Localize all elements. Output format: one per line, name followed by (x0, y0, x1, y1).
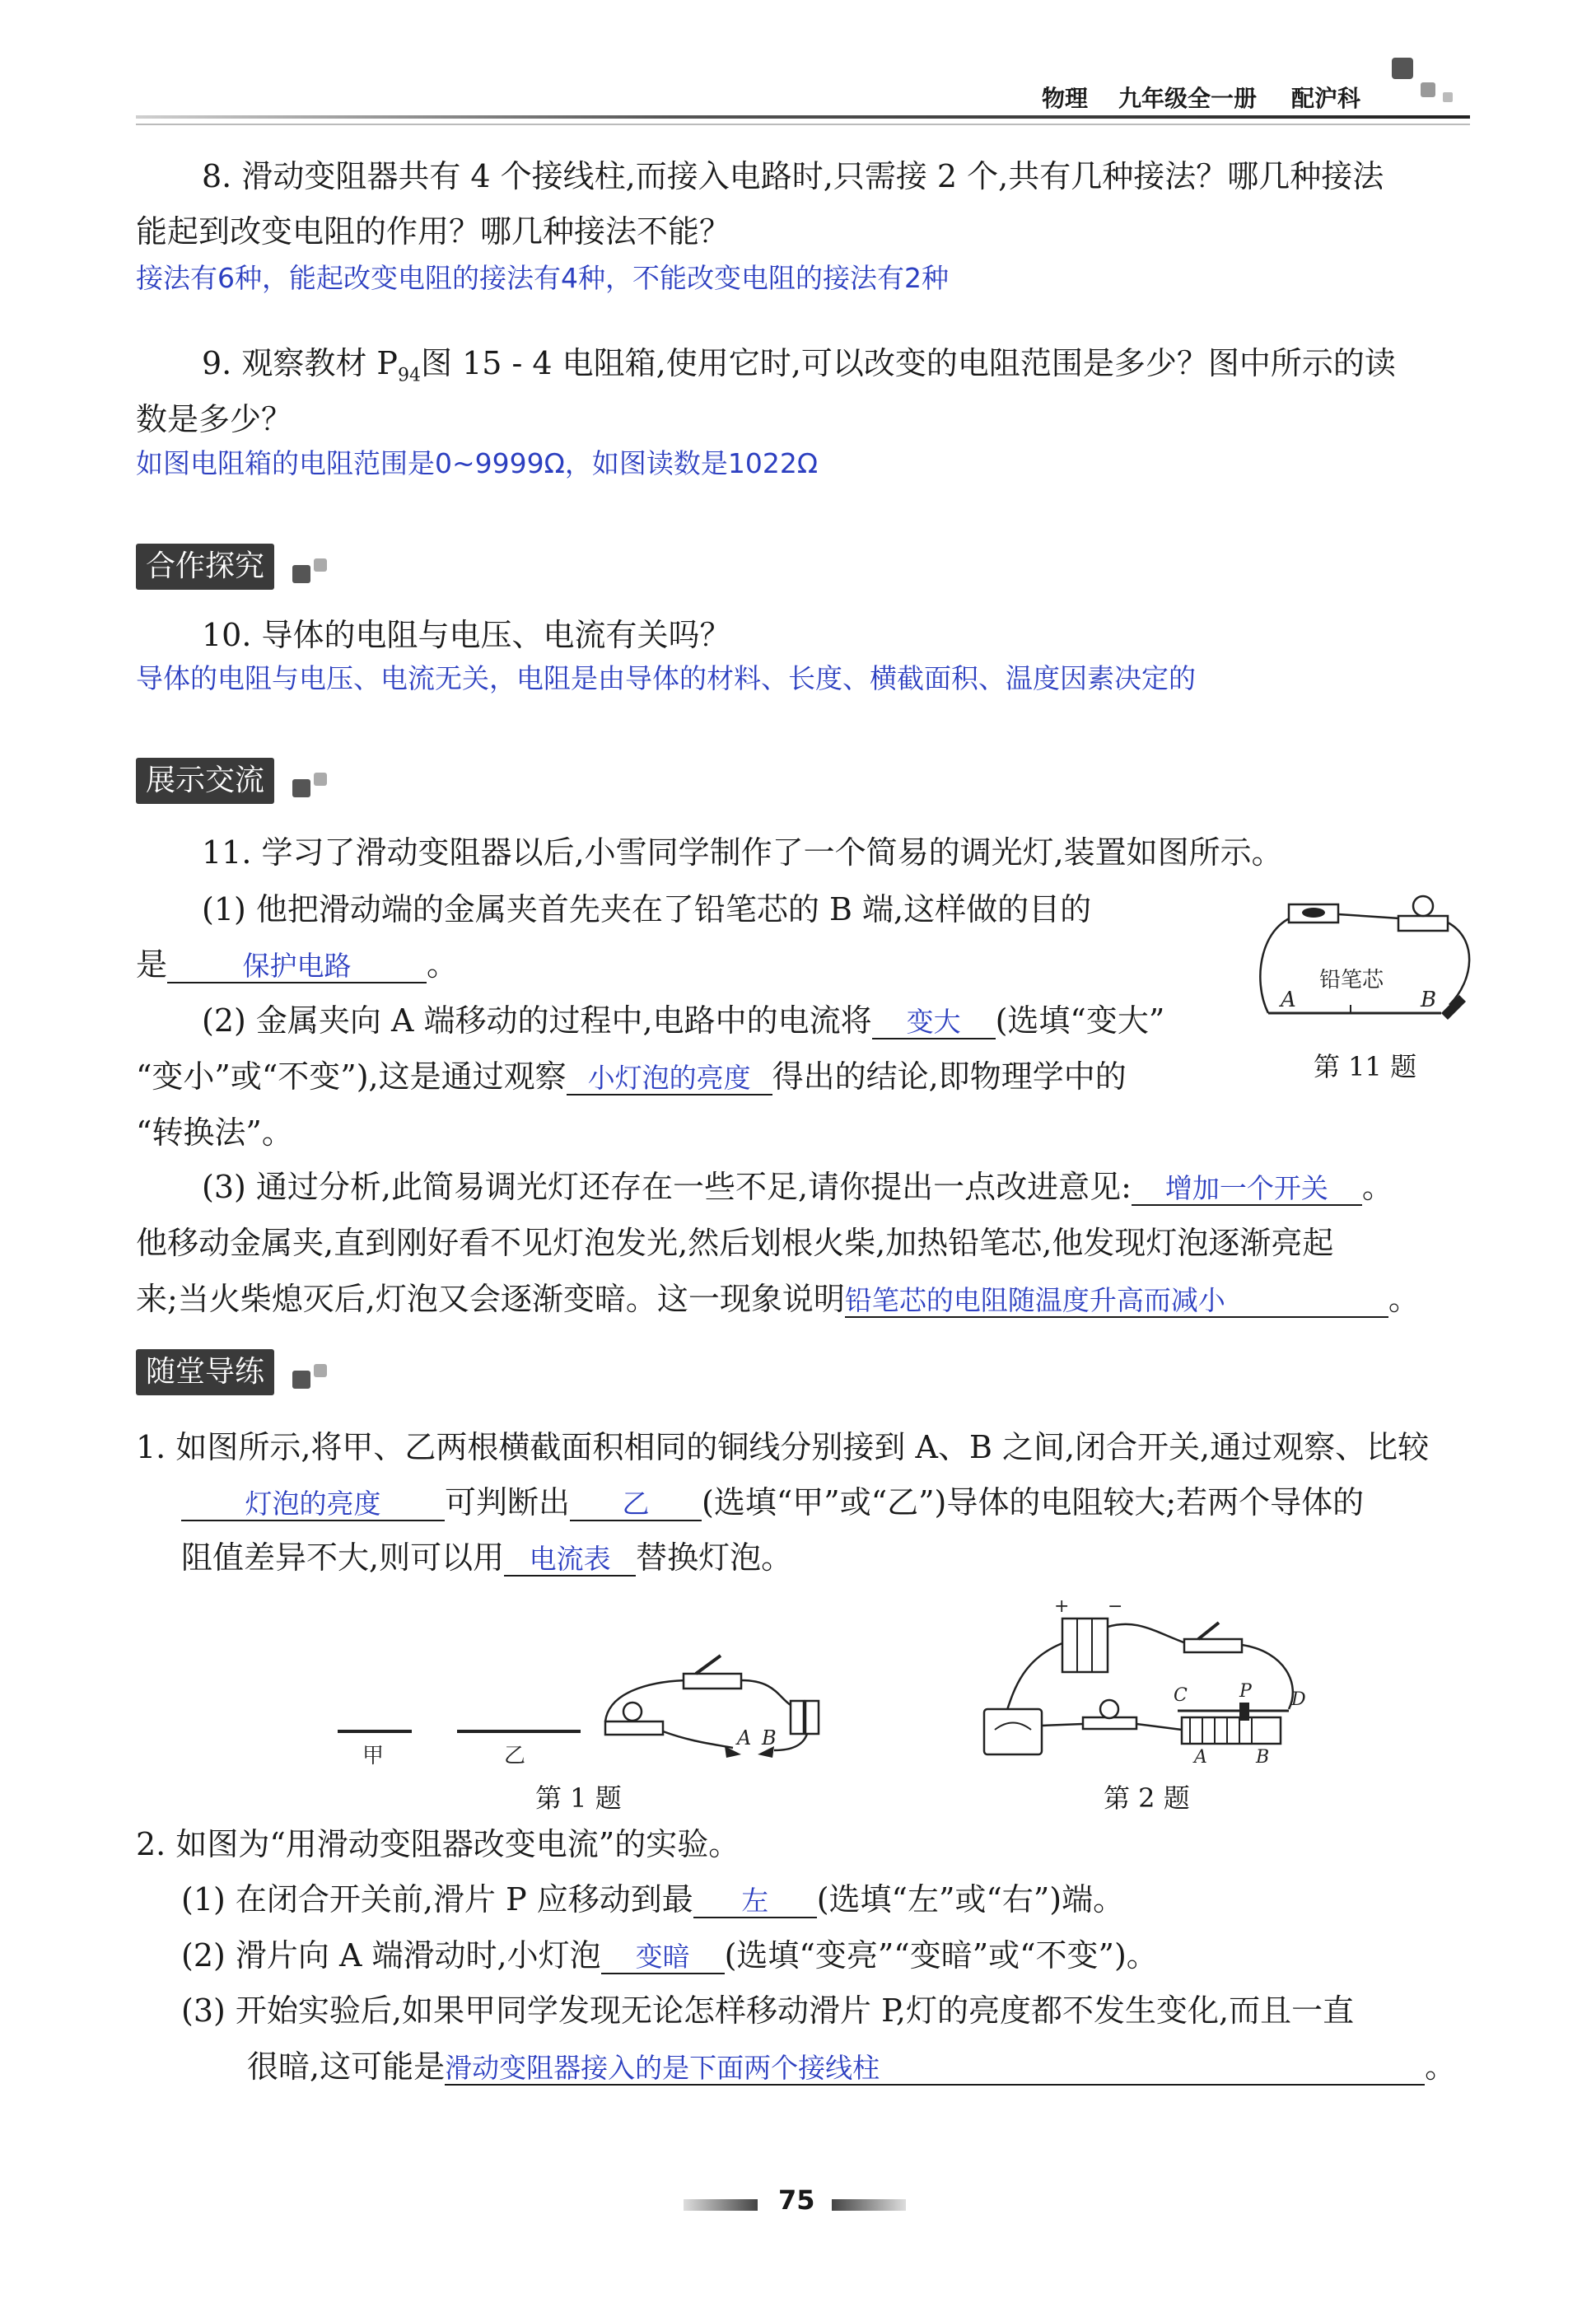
q8-line1: 8. 滑动变阻器共有 4 个接线柱,而接入电路时,只需接 2 个,共有几种接法？哪几种接法 (202, 158, 1384, 194)
p2-s2-post: (选填“变亮”“变暗”或“不变”)。 (724, 1937, 1158, 1974)
p1-answer3-blank: 电流表 (504, 1544, 636, 1577)
q11-p2-answer1-blank: 变大 (872, 1007, 996, 1039)
q11-p2-line2-post: 得出的结论,即物理学中的 (772, 1058, 1127, 1095)
section-tag-practice: 随堂导练 (136, 1349, 274, 1395)
section-tag-coop: 合作探究 (136, 544, 274, 590)
q11-p3-line3 (136, 1283, 1420, 1318)
fig2-plus: + (1054, 1596, 1070, 1617)
q9-answer: 如图电阻箱的电阻范围是0~9999Ω，如图读数是1022Ω (136, 447, 819, 479)
p1-answer2-blank: 乙 (570, 1488, 702, 1521)
p2-s2 (181, 1937, 1158, 1974)
p1-line1: 1. 如图所示,将甲、乙两根横截面积相同的铜线分别接到 A、B 之间,闭合开关,通过观察、比较 (136, 1429, 1430, 1465)
q11-p3-answer2-blank: 铅笔芯的电阻随温度升高而减小 (845, 1285, 1388, 1318)
q9-line1b: 图 15 - 4 电阻箱,使用它时,可以改变的电阻范围是多少？图中所示的读 (420, 345, 1396, 381)
bulb-icon (623, 1703, 642, 1721)
p1-wire1-label: 甲 (362, 1744, 385, 1768)
q11-intro: 11. 学习了滑动变阻器以后,小雪同学制作了一个简易的调光灯,装置如图所示。 (202, 834, 1283, 871)
p2-s1-post: (选填“左”或“右”)端。 (816, 1881, 1125, 1918)
p1-fig-a: A (737, 1726, 752, 1749)
q11-p3-pre: (3) 通过分析,此简易调光灯还存在一些不足,请你提出一点改进意见: (202, 1169, 1132, 1205)
slider-p-icon (1239, 1703, 1249, 1721)
fig2-p: P (1239, 1681, 1252, 1702)
p2-s3-line1: (3) 开始实验后,如果甲同学发现无论怎样移动滑片 P,灯的亮度都不发生变化,而且一直 (181, 1992, 1355, 2029)
fig2-d: D (1291, 1689, 1306, 1710)
q11-p3-line1 (202, 1171, 1393, 1206)
p1-line2-mid: 可判断出 (445, 1484, 571, 1521)
rheostat-icon (1182, 1717, 1281, 1744)
header-rule (136, 115, 1470, 119)
header-square-icon (1443, 92, 1453, 102)
bulb-icon (1100, 1700, 1118, 1718)
q11-p3-line3-pre: 来;当火柴熄灭后,灯泡又会逐渐变暗。这一现象说明 (136, 1281, 845, 1317)
q10-line1: 10. 导体的电阻与电压、电流有关吗？ (202, 617, 731, 653)
fig2-minus: − (1108, 1596, 1123, 1617)
fig2-c: C (1174, 1685, 1188, 1706)
fig2-a: A (1194, 1747, 1207, 1767)
q11-caption: 第 11 题 (1314, 1051, 1417, 1082)
p2-s3-pre: 很暗,这可能是 (247, 2048, 446, 2085)
q11-p3-answer1-blank: 增加一个开关 (1132, 1173, 1362, 1206)
q11-p1-pre: 是 (136, 946, 168, 983)
p1-line2 (181, 1484, 1365, 1521)
p1-caption: 第 1 题 (535, 1782, 622, 1814)
q11-p1-answer-blank: 保护电路 (167, 951, 427, 983)
bulb-base-icon (1398, 916, 1448, 931)
p1-fig-b: B (762, 1726, 777, 1749)
q9-line1a: 9. 观察教材 P (202, 345, 398, 381)
q8-answer: 接法有6种，能起改变电阻的接法有4种，不能改变电阻的接法有2种 (136, 262, 949, 294)
page-number: 75 (778, 2184, 815, 2216)
p1-wire2-label: 乙 (504, 1744, 526, 1768)
p1-line3-post: 替换灯泡。 (636, 1539, 793, 1576)
q11-p2-line3: “转换法”。 (136, 1114, 293, 1151)
q11-p3-line3-post: 。 (1388, 1281, 1420, 1317)
footer-bar-right (832, 2199, 906, 2211)
clip-icon (1441, 995, 1466, 1020)
header-square-icon (1392, 58, 1413, 79)
q11-p1-line1: (1) 他把滑动端的金属夹首先夹在了铅笔芯的 B 端,这样做的目的 (202, 891, 1092, 927)
q11-p1-post: 。 (427, 946, 459, 983)
battery-icon (1062, 1619, 1108, 1672)
p2-s1-pre: (1) 在闭合开关前,滑片 P 应移动到最 (181, 1881, 693, 1918)
p2-figure (972, 1594, 1334, 1767)
q9-sub: 94 (397, 365, 421, 386)
section-tag-show: 展示交流 (136, 758, 274, 804)
q11-p2-pre: (2) 金属夹向 A 端移动的过程中,电路中的电流将 (202, 1002, 872, 1039)
header-square-icon (1421, 82, 1435, 97)
q11-p2-answer2-blank: 小灯泡的亮度 (567, 1063, 772, 1095)
header-edition: 配沪科 (1291, 85, 1361, 112)
q10-answer: 导体的电阻与电压、电流无关，电阻是由导体的材料、长度、横截面积、温度因素决定的 (136, 662, 1196, 694)
q11-p3-post: 。 (1361, 1169, 1393, 1205)
p2-s3-post: 。 (1425, 2048, 1457, 2085)
bulb-base-icon (605, 1721, 663, 1735)
q11-figure-label: 铅笔芯 (1319, 968, 1384, 993)
p2-s1-answer-blank: 左 (693, 1885, 817, 1918)
p1-line2-post: (选填“甲”或“乙”)导体的电阻较大;若两个导体的 (702, 1484, 1365, 1521)
p2-s3-answer-blank: 滑动变阻器接入的是下面两个接线柱 (445, 2053, 1425, 2086)
q11-p2-line2 (136, 1058, 1127, 1095)
p2-intro: 2. 如图为“用滑动变阻器改变电流”的实验。 (136, 1826, 740, 1862)
p2-s3-line2 (247, 2048, 1457, 2086)
p2-s2-pre: (2) 滑片向 A 端滑动时,小灯泡 (181, 1937, 601, 1974)
switch-icon (1184, 1639, 1242, 1652)
ammeter-icon (984, 1709, 1042, 1754)
q11-p2-line2-pre: “变小”或“不变”),这是通过观察 (136, 1058, 567, 1095)
q8-line2: 能起到改变电阻的作用？哪几种接法不能？ (136, 213, 731, 250)
header-subject: 物理 (1042, 85, 1089, 112)
bulb-icon (1413, 896, 1433, 916)
q11-p3-line2: 他移动金属夹,直到刚好看不见灯泡发光,然后划根火柴,加热铅笔芯,他发现灯泡逐渐亮起 (136, 1225, 1334, 1261)
p2-s2-answer-blank: 变暗 (601, 1941, 725, 1974)
switch-icon (684, 1674, 741, 1689)
fig2-caption: 第 2 题 (1104, 1782, 1190, 1814)
p1-line3-pre: 阻值差异不大,则可以用 (181, 1539, 505, 1576)
q9-line2: 数是多少？ (136, 401, 293, 437)
p1-answer1-blank: 灯泡的亮度 (181, 1488, 445, 1521)
q11-p2-post: (选填“变大” (995, 1002, 1165, 1039)
q11-figure-a: A (1281, 988, 1296, 1012)
header-grade: 九年级全一册 (1118, 85, 1258, 112)
q11-p1-line2 (136, 946, 459, 983)
p1-line3 (181, 1539, 793, 1577)
footer-bar-left (684, 2199, 758, 2211)
q11-p2-line1 (202, 1002, 1165, 1039)
p2-s1 (181, 1881, 1125, 1918)
header-rule-thin (136, 124, 1470, 125)
q11-figure-b: B (1421, 988, 1437, 1012)
p1-figure (329, 1639, 889, 1779)
battery-icon (791, 1701, 804, 1734)
q9-line1 (202, 345, 1396, 386)
fig2-b: B (1256, 1747, 1270, 1767)
